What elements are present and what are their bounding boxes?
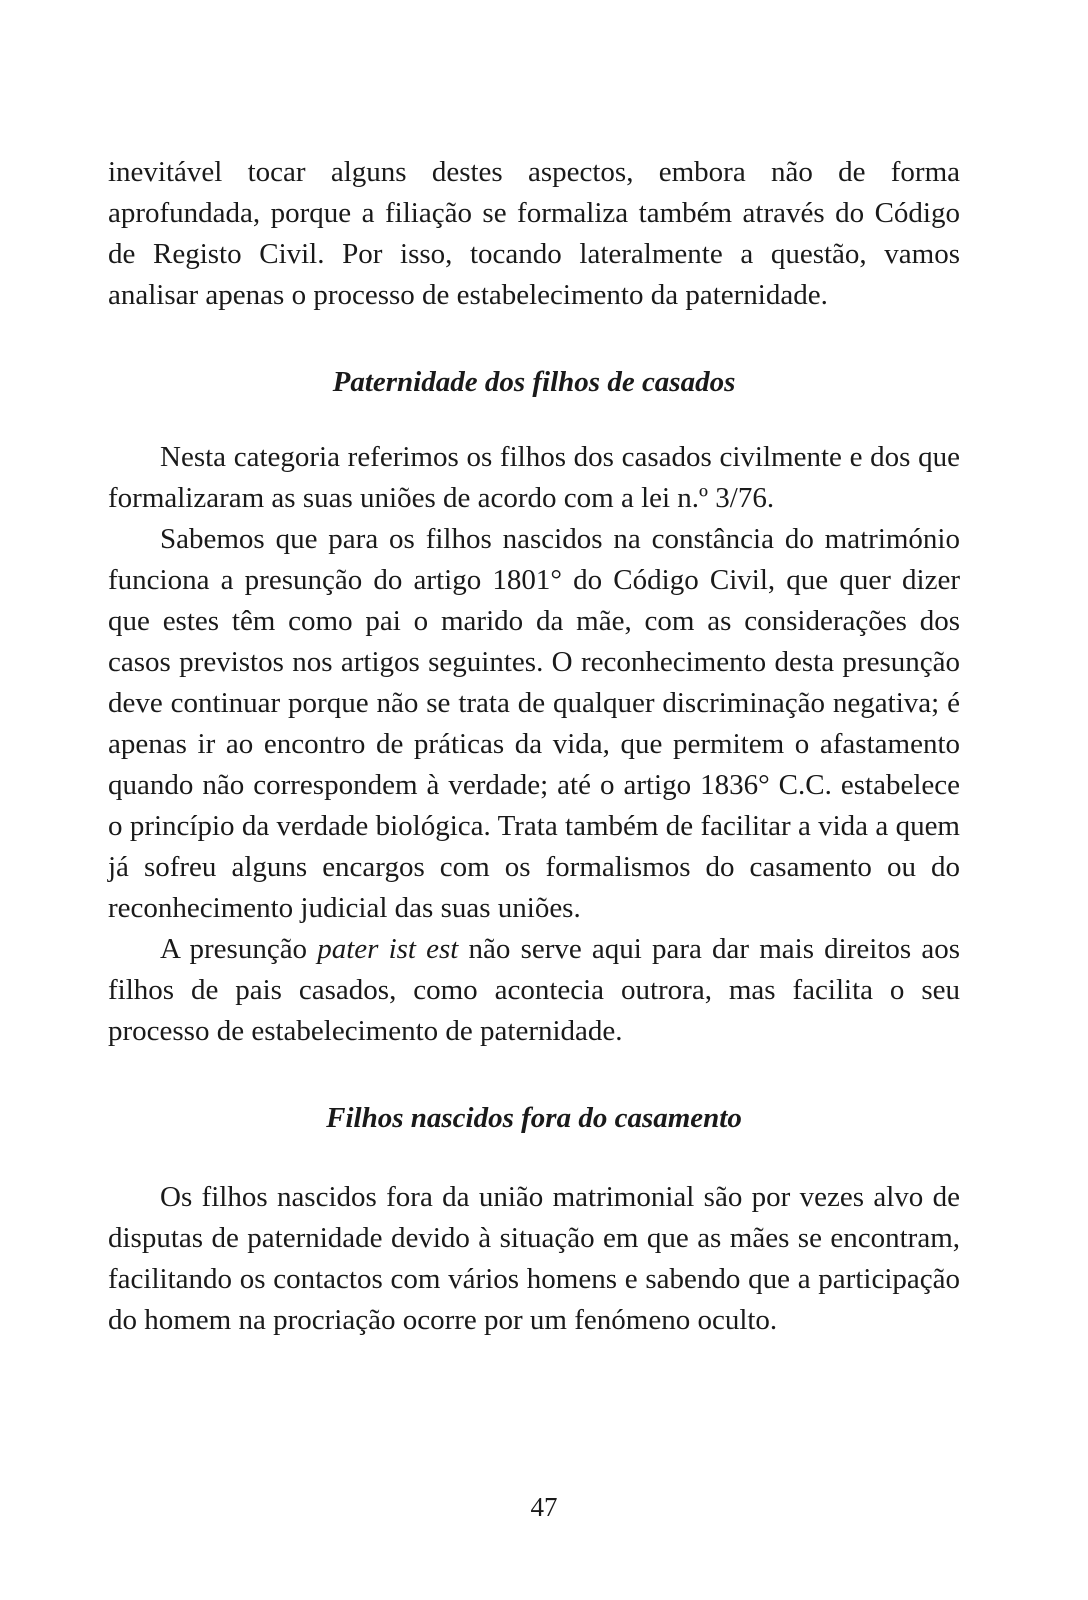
paragraph-intro: inevitável tocar alguns destes aspectos, embora não de forma aprofundada, porque a filiação se formaliza também através do Código de Registo Civil. Por isso, tocando lateralmente a questão, vamos analisar apenas o processo de estabelecimento da paternidade.: [108, 156, 960, 311]
page-body: [108, 152, 960, 1341]
paragraph-presumption: Sabemos que para os filhos nascidos na constância do matrimónio funciona a presunção do artigo 1801° do Código Civil, que quer dizer que estes têm como pai o marido da mãe, com as considerações dos casos previstos nos artigos seguintes. O reconhecimento desta presunção deve continuar porque não se trata de qualquer discriminação negativa; é apenas ir ao encontro de práticas da vida, que permitem o afastamento quando não correspondem à verdade; até o artigo 1836° C.C. estabelece o princípio da verdade biológica. Trata também de facilitar a vida a quem já sofreu alguns encargos com os formalismos do casamento ou do reconhecimento judicial das suas uniões.: [108, 523, 960, 924]
paragraph-outside-marriage: Os filhos nascidos fora da união matrimonial são por vezes alvo de disputas de paternidade devido à situação em que as mães se encontram, facilitando os contactos com vários homens e sabendo que a participação do homem na procriação ocorre por um fenómeno oculto.: [108, 1181, 960, 1336]
section-heading-married-parents: Paternidade dos filhos de casados: [332, 366, 736, 398]
paragraph-category: Nesta categoria referimos os filhos dos casados civilmente e dos que formalizaram as suas uniões de acordo com a lei n.º 3/76.: [108, 441, 960, 514]
paragraph-text: não serve aqui para dar mais direitos aos filhos de pais casados, como acontecia outrora, mas facilita o seu processo de estabelecimento de paternidade.: [108, 933, 960, 1047]
latin-term: pater ist est: [317, 933, 459, 965]
paragraph-pater-ist-est: [108, 929, 960, 1052]
paragraph-text: A presunção: [160, 933, 318, 965]
page-number: 47: [530, 1492, 558, 1522]
section-heading-outside-marriage: Filhos nascidos fora do casamento: [326, 1102, 742, 1134]
